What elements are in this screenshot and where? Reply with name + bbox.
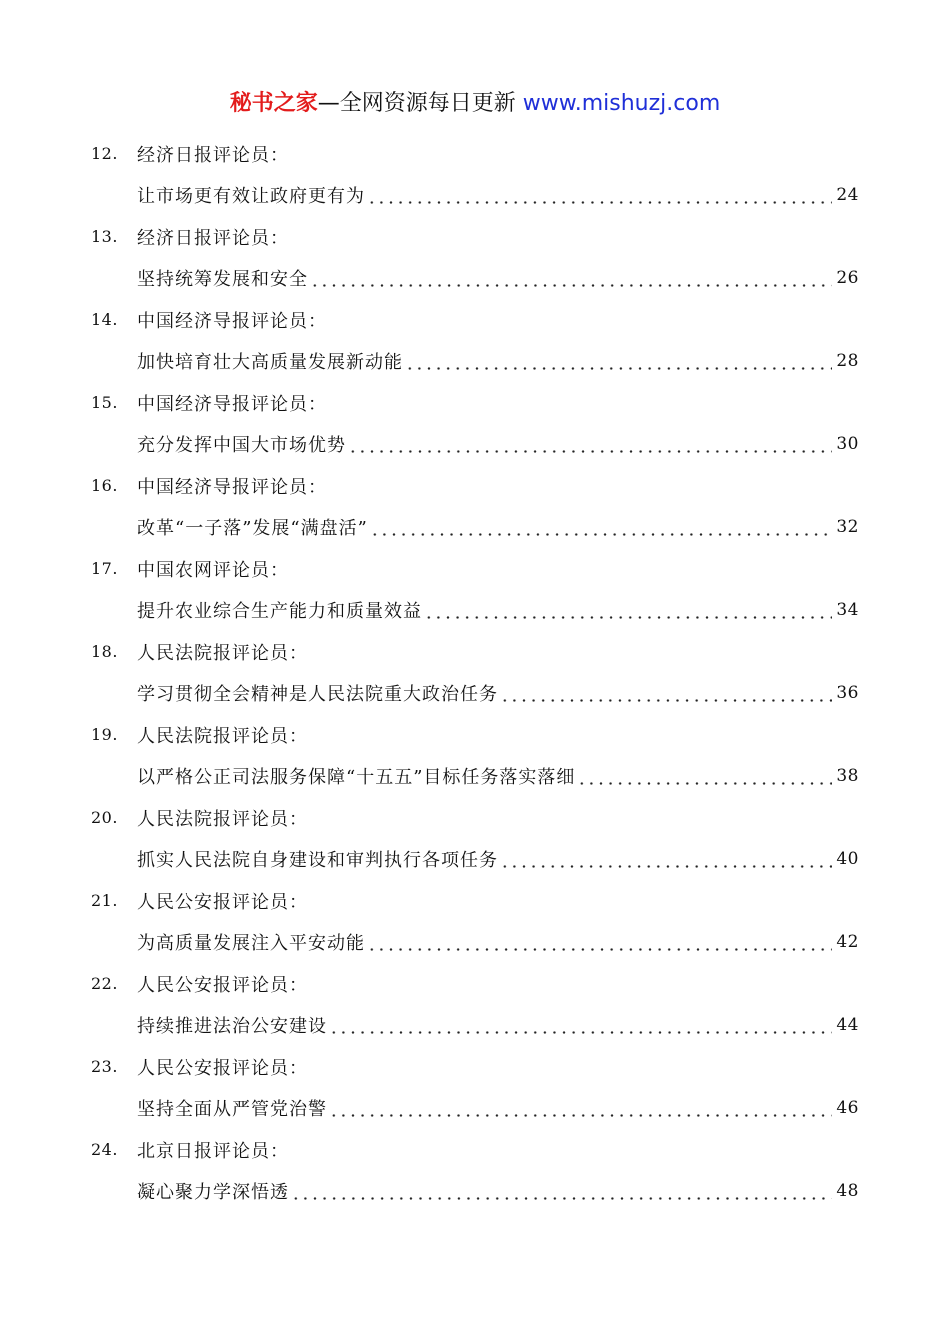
toc-entry-head (0, 1129, 950, 1171)
toc-entry-number: 21. (91, 891, 118, 911)
toc-entry-line[interactable] (137, 756, 859, 798)
toc-entry-number: 17. (91, 559, 118, 579)
toc-entry-number: 12. (91, 144, 118, 164)
toc-entry-line[interactable] (137, 1171, 859, 1213)
toc-entry-head (0, 797, 950, 839)
toc-entry-line[interactable] (137, 922, 859, 964)
toc-entry-title[interactable]: 加快培育壮大高质量发展新动能 (137, 352, 403, 374)
toc-entry-page-number: 40 (836, 849, 859, 870)
toc-entry-head (0, 216, 950, 258)
toc-entry-page-number: 44 (836, 1015, 859, 1036)
dot-leader (370, 533, 833, 536)
toc-entry-source: 人民法院报评论员： (137, 808, 308, 830)
toc-entry-number: 13. (91, 227, 118, 247)
dot-leader (291, 1197, 832, 1200)
toc-entry-head (0, 714, 950, 756)
toc-entry-source: 人民公安报评论员： (137, 974, 308, 996)
toc-entry[interactable] (0, 299, 950, 382)
toc-entry-source: 中国农网评论员： (137, 559, 289, 581)
toc-entry[interactable] (0, 216, 950, 299)
dot-leader (367, 948, 832, 951)
dot-leader (500, 699, 832, 702)
site-brand: 秘书之家 (229, 91, 318, 116)
dot-leader (329, 1031, 832, 1034)
dot-leader (500, 865, 832, 868)
toc-entry[interactable] (0, 1129, 950, 1212)
toc-entry-source: 中国经济导报评论员： (137, 476, 327, 498)
toc-entry[interactable] (0, 963, 950, 1046)
toc-entry-page-number: 28 (836, 351, 859, 372)
toc-entry-title[interactable]: 坚持统筹发展和安全 (137, 269, 308, 291)
toc-entry-line[interactable] (137, 175, 859, 217)
toc-entry[interactable] (0, 797, 950, 880)
toc-entry-title[interactable]: 为高质量发展注入平安动能 (137, 933, 365, 955)
toc-entry-head (0, 880, 950, 922)
toc-entry-source: 人民法院报评论员： (137, 725, 308, 747)
dot-leader (367, 201, 832, 204)
dot-leader (405, 367, 832, 370)
dot-leader (310, 284, 832, 287)
site-url-link[interactable]: www.mishuzj.com (522, 91, 721, 116)
toc-entry-source: 中国经济导报评论员： (137, 393, 327, 415)
toc-entry-line[interactable] (137, 1005, 859, 1047)
toc-entry-line[interactable] (137, 673, 859, 715)
toc-entry-head (0, 382, 950, 424)
toc-entry[interactable] (0, 548, 950, 631)
toc-entry-page-number: 46 (836, 1098, 859, 1119)
toc-entry-page-number: 48 (836, 1181, 859, 1202)
toc-entry-line[interactable] (137, 839, 859, 881)
toc-entry[interactable] (0, 133, 950, 216)
toc-entry-number: 20. (91, 808, 118, 828)
toc-entry-page-number: 36 (836, 683, 859, 704)
toc-entry-number: 15. (91, 393, 118, 413)
dot-leader (348, 450, 832, 453)
toc-entry-title[interactable]: 持续推进法治公安建设 (137, 1016, 327, 1038)
toc-entry-title[interactable]: 提升农业综合生产能力和质量效益 (137, 601, 422, 623)
toc-entry-line[interactable] (137, 590, 859, 632)
toc-entry[interactable] (0, 1046, 950, 1129)
toc-entry-title[interactable]: 充分发挥中国大市场优势 (137, 435, 346, 457)
toc-entry-head (0, 299, 950, 341)
toc-entry[interactable] (0, 714, 950, 797)
toc-entry-source: 人民公安报评论员： (137, 891, 308, 913)
toc-entry[interactable] (0, 382, 950, 465)
toc-entry[interactable] (0, 631, 950, 714)
toc-entry-page-number: 34 (836, 600, 859, 621)
toc-entry-number: 23. (91, 1057, 118, 1077)
toc-entry-page-number: 24 (836, 185, 859, 206)
toc-entry-title[interactable]: 以严格公正司法服务保障“十五五”目标任务落实落细 (137, 767, 576, 789)
toc-entry-number: 16. (91, 476, 118, 496)
toc-entry-page-number: 32 (836, 517, 859, 538)
toc-entry-source: 人民法院报评论员： (137, 642, 308, 664)
toc-entry-source: 北京日报评论员： (137, 1140, 289, 1162)
toc-entry-line[interactable] (137, 424, 859, 466)
toc-entry-number: 19. (91, 725, 118, 745)
table-of-contents (0, 133, 950, 1212)
toc-entry-line[interactable] (137, 507, 859, 549)
toc-entry-head (0, 1046, 950, 1088)
toc-entry-title[interactable]: 坚持全面从严管党治警 (137, 1099, 327, 1121)
toc-entry-head (0, 465, 950, 507)
toc-entry-number: 18. (91, 642, 118, 662)
dot-leader (424, 616, 832, 619)
toc-entry-title[interactable]: 抓实人民法院自身建设和审判执行各项任务 (137, 850, 498, 872)
page-header (0, 86, 950, 122)
toc-entry-source: 人民公安报评论员： (137, 1057, 308, 1079)
toc-entry-line[interactable] (137, 341, 859, 383)
dot-leader (329, 1114, 832, 1117)
toc-entry-head (0, 963, 950, 1005)
dot-leader (577, 782, 832, 785)
toc-entry-title[interactable]: 凝心聚力学深悟透 (137, 1182, 289, 1204)
toc-entry-line[interactable] (137, 1088, 859, 1130)
toc-entry[interactable] (0, 880, 950, 963)
toc-entry-head (0, 548, 950, 590)
toc-entry-head (0, 631, 950, 673)
toc-entry-title[interactable]: 让市场更有效让政府更有为 (137, 186, 365, 208)
toc-entry-page-number: 26 (836, 268, 859, 289)
toc-entry-page-number: 42 (836, 932, 859, 953)
toc-entry-title[interactable]: 改革“一子落”发展“满盘活” (137, 518, 368, 540)
toc-entry-number: 14. (91, 310, 118, 330)
toc-entry-head (0, 133, 950, 175)
toc-entry[interactable] (0, 465, 950, 548)
toc-entry-number: 22. (91, 974, 118, 994)
toc-entry-source: 经济日报评论员： (137, 144, 289, 166)
site-tagline: —全网资源每日更新 (317, 91, 523, 116)
toc-entry-source: 中国经济导报评论员： (137, 310, 327, 332)
toc-entry-line[interactable] (137, 258, 859, 300)
toc-entry-title[interactable]: 学习贯彻全会精神是人民法院重大政治任务 (137, 684, 498, 706)
toc-entry-page-number: 38 (836, 766, 859, 787)
toc-entry-source: 经济日报评论员： (137, 227, 289, 249)
toc-entry-page-number: 30 (836, 434, 859, 455)
toc-entry-number: 24. (91, 1140, 118, 1160)
